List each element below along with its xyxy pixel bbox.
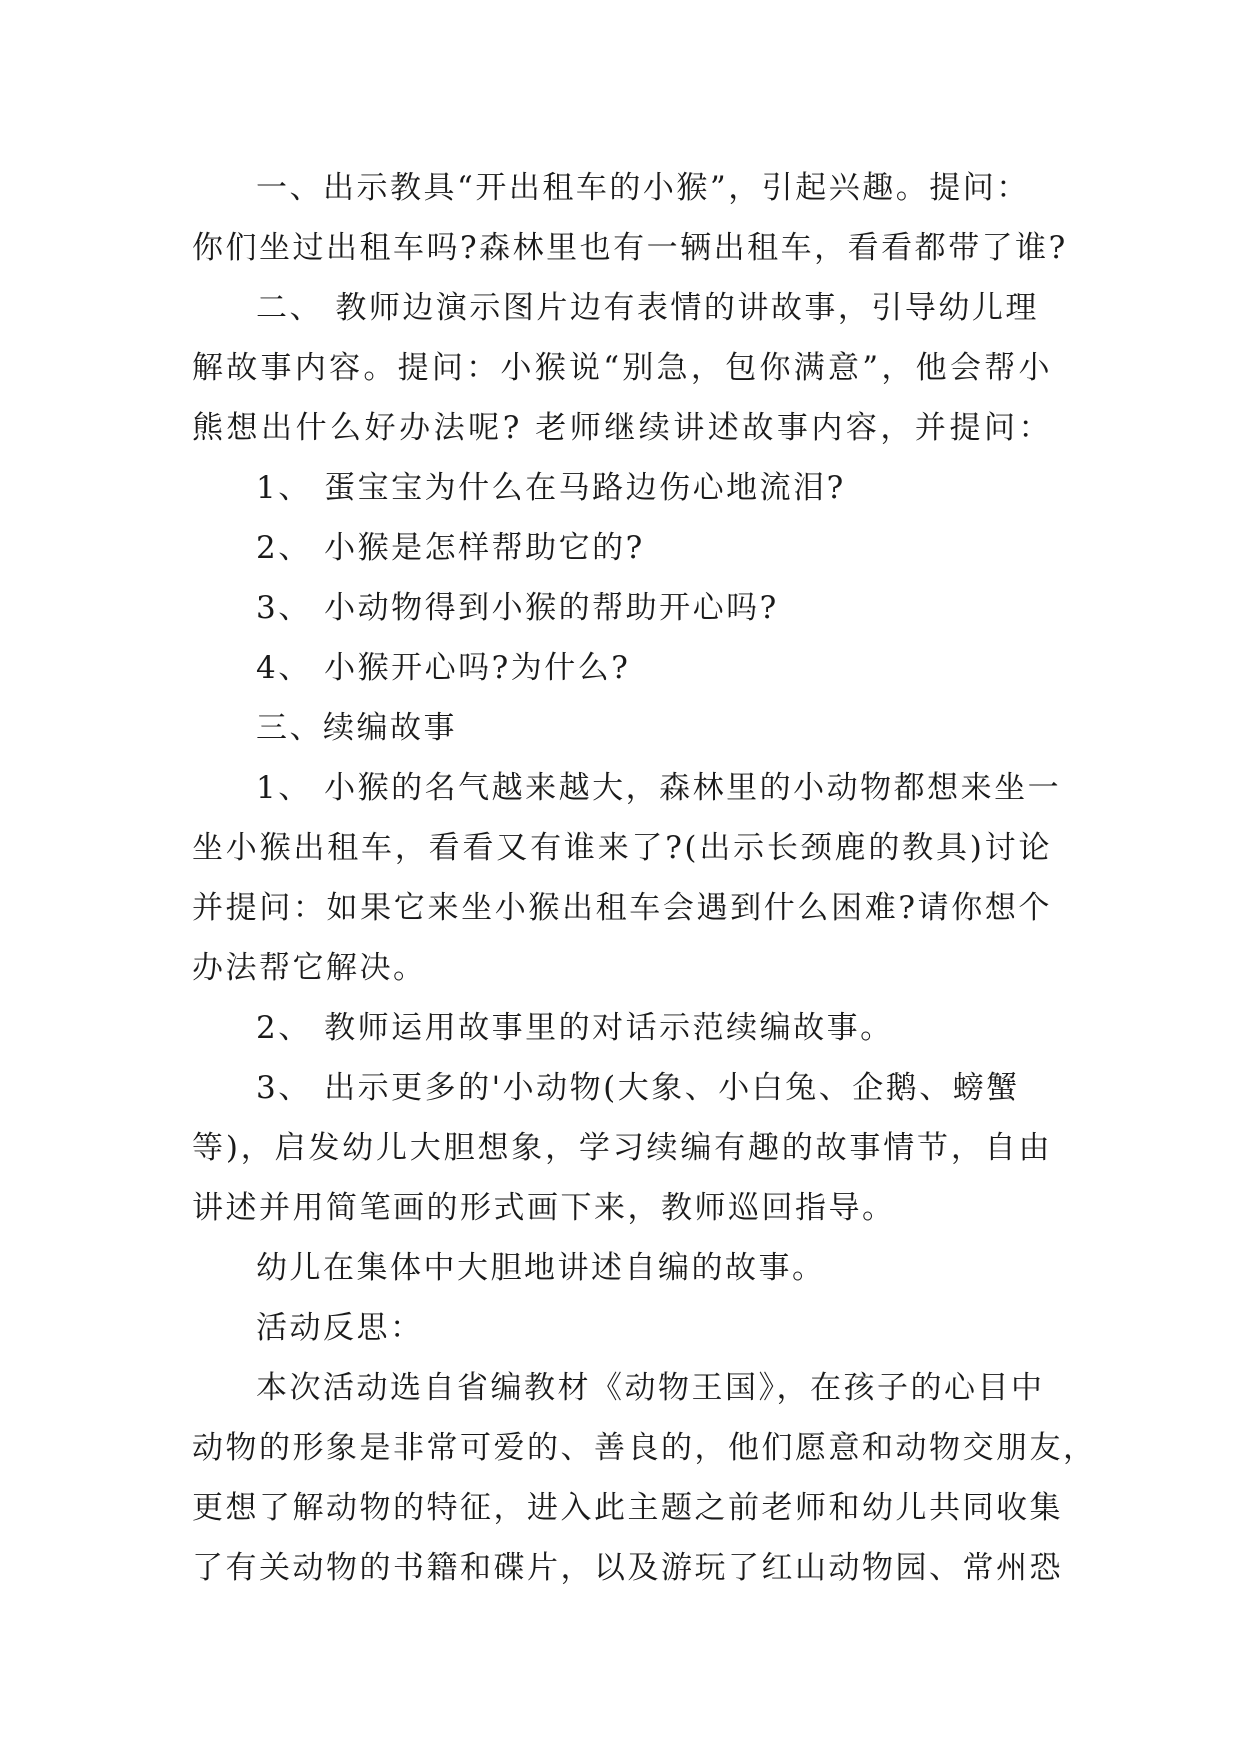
text-line-20: 活动反思： bbox=[256, 1310, 424, 1346]
text-line-1: 一、出示教具“开出租车的小猴”，引起兴趣。提问： bbox=[256, 170, 1030, 206]
text-line-3: 二、 教师边演示图片边有表情的讲故事，引导幼儿理 bbox=[256, 290, 1039, 326]
text-line-9: 4、 小猴开心吗?为什么? bbox=[256, 650, 631, 686]
text-line-15: 2、 教师运用故事里的对话示范续编故事。 bbox=[256, 1010, 894, 1046]
text-line-18: 讲述并用简笔画的形式画下来，教师巡回指导。 bbox=[192, 1190, 896, 1226]
text-line-7: 2、 小猴是怎样帮助它的? bbox=[256, 530, 645, 566]
text-line-14: 办法帮它解决。 bbox=[192, 950, 427, 986]
text-line-11: 1、 小猴的名气越来越大，森林里的小动物都想来坐一 bbox=[256, 770, 1062, 806]
text-line-23: 更想了解动物的特征，进入此主题之前老师和幼儿共同收集 bbox=[192, 1490, 1063, 1526]
text-line-16: 3、 出示更多的'小动物(大象、小白兔、企鹅、螃蟹 bbox=[256, 1070, 1020, 1106]
document-body bbox=[192, 158, 1097, 1598]
text-line-6: 1、 蛋宝宝为什么在马路边伤心地流泪? bbox=[256, 470, 846, 506]
text-line-10: 三、续编故事 bbox=[256, 710, 457, 746]
text-line-12: 坐小猴出租车，看看又有谁来了?(出示长颈鹿的教具)讨论 bbox=[192, 830, 1052, 866]
text-line-4: 解故事内容。提问：小猴说“别急，包你满意”，他会帮小 bbox=[192, 350, 1052, 386]
text-line-17: 等)，启发幼儿大胆想象，学习续编有趣的故事情节，自由 bbox=[192, 1130, 1052, 1166]
text-line-5: 熊想出什么好办法呢? 老师继续讲述故事内容，并提问： bbox=[192, 410, 1052, 446]
text-line-13: 并提问：如果它来坐小猴出租车会遇到什么困难?请你想个 bbox=[192, 890, 1052, 926]
text-line-8: 3、 小动物得到小猴的帮助开心吗? bbox=[256, 590, 779, 626]
text-line-21: 本次活动选自省编教材《动物王国》，在孩子的心目中 bbox=[256, 1370, 1045, 1406]
text-line-22: 动物的形象是非常可爱的、善良的，他们愿意和动物交朋友， bbox=[192, 1430, 1097, 1466]
text-line-24: 了有关动物的书籍和碟片，以及游玩了红山动物园、常州恐 bbox=[192, 1550, 1063, 1586]
text-line-2: 你们坐过出租车吗?森林里也有一辆出租车，看看都带了谁? bbox=[192, 230, 1068, 266]
text-line-19: 幼儿在集体中大胆地讲述自编的故事。 bbox=[256, 1250, 826, 1286]
